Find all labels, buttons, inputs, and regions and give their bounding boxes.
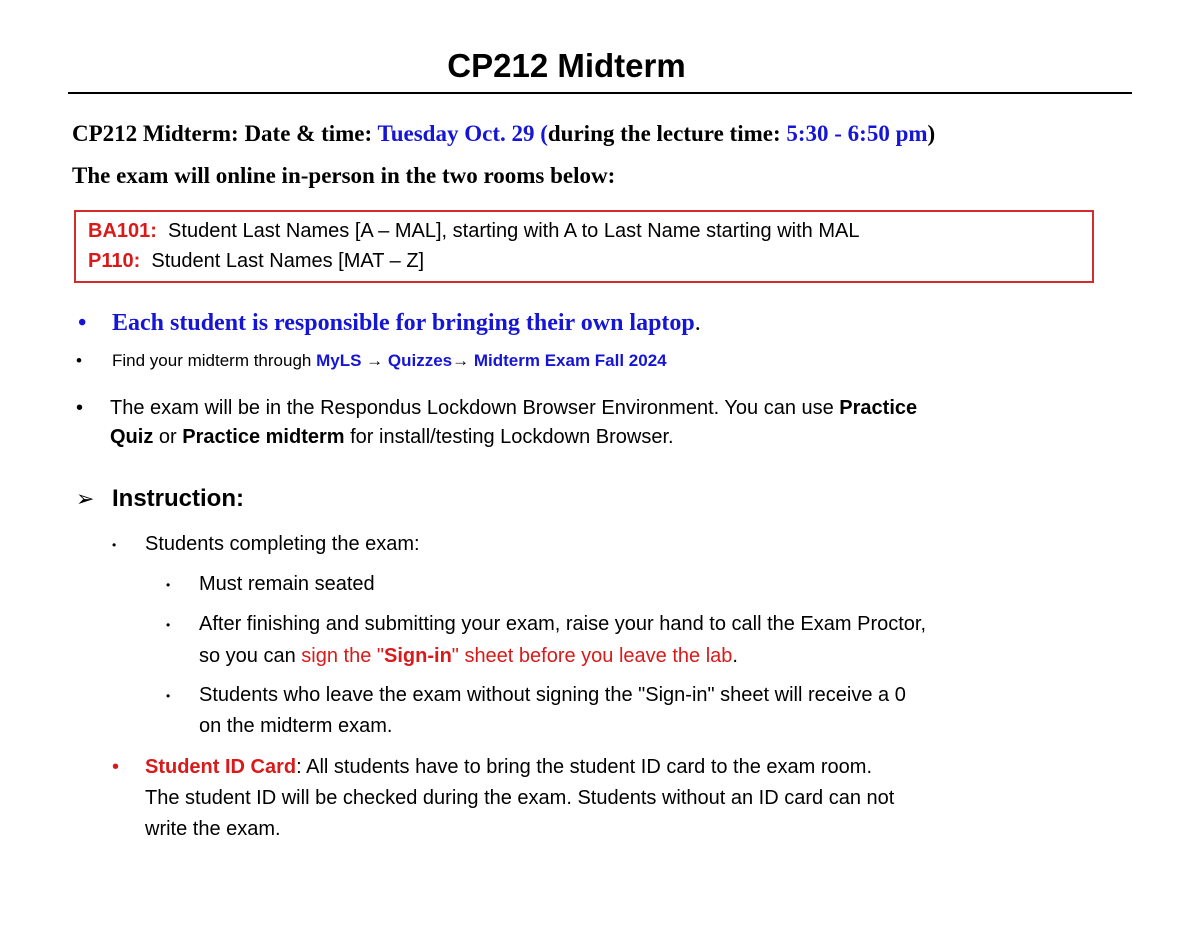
id-card-line3: write the exam. bbox=[145, 818, 281, 840]
laptop-note bbox=[112, 309, 701, 337]
sign-in-label: Sign-in bbox=[384, 645, 452, 667]
id-card-line1: Student ID Card: All students have to bring the student ID card to the exam room. bbox=[145, 756, 872, 778]
practice-midterm-label: Practice midterm bbox=[182, 426, 345, 448]
bullet: • bbox=[112, 756, 120, 778]
room-code: P110: bbox=[88, 250, 141, 272]
practice-label: Practice bbox=[839, 397, 918, 419]
id-card-line2: The student ID will be checked during the exam. Students without an ID card can not bbox=[145, 787, 895, 809]
after-finishing-line1: After finishing and submitting your exam, raise your hand to call the Exam Proctor, bbox=[199, 613, 927, 635]
room-desc: Student Last Names [MAT – Z] bbox=[151, 250, 425, 272]
title-divider bbox=[68, 92, 1132, 94]
myls-link[interactable]: MyLS bbox=[316, 351, 362, 370]
room-p110 bbox=[88, 246, 424, 276]
find-prefix: Find your midterm through bbox=[112, 351, 317, 370]
rooms-intro: The exam will online in-person in the two rooms below: bbox=[72, 163, 616, 188]
bullet: • bbox=[166, 689, 171, 703]
midterm-exam-link[interactable]: Midterm Exam Fall 2024 bbox=[473, 351, 667, 370]
rooms-box bbox=[74, 210, 1094, 283]
room-ba101 bbox=[88, 216, 859, 246]
close-paren: ) bbox=[927, 121, 936, 146]
bullet: • bbox=[166, 618, 171, 632]
room-code: BA101: bbox=[88, 220, 157, 242]
leave-warning-line2: on the midterm exam. bbox=[199, 715, 393, 737]
page-title: CP212 Midterm bbox=[447, 47, 686, 84]
bullet: • bbox=[76, 351, 82, 370]
arrow-marker-icon: ➢ bbox=[76, 486, 95, 511]
room-desc: Student Last Names [A – MAL], starting with A to Last Name starting with MAL bbox=[168, 220, 860, 242]
bullet: • bbox=[166, 578, 171, 592]
find-midterm-line bbox=[112, 349, 667, 373]
arrow-icon: → bbox=[452, 351, 474, 370]
bullet: • bbox=[76, 397, 84, 419]
respondus-line2: Quiz or Practice midterm for install/testing Lockdown Browser. bbox=[110, 426, 674, 448]
after-finishing-line2: so you can sign the "Sign-in" sheet before you leave the lab. bbox=[199, 645, 738, 667]
lecture-prefix: during the lecture time: bbox=[547, 121, 787, 146]
respondus-line1: The exam will be in the Respondus Lockdown Browser Environment. You can use Practice bbox=[110, 397, 918, 419]
datetime-prefix: CP212 Midterm: Date & time: bbox=[72, 121, 378, 146]
exam-date: Tuesday Oct. 29 ( bbox=[377, 121, 548, 146]
laptop-period: . bbox=[694, 310, 701, 336]
exam-datetime-line bbox=[72, 120, 935, 148]
quizzes-link[interactable]: Quizzes bbox=[387, 351, 453, 370]
instruction-heading: Instruction: bbox=[112, 485, 244, 512]
id-card-label: Student ID Card bbox=[145, 756, 297, 778]
exam-time: 5:30 - 6:50 pm bbox=[786, 121, 928, 146]
leave-warning-line1: Students who leave the exam without signing the "Sign-in" sheet will receive a 0 bbox=[199, 684, 906, 706]
bullet: • bbox=[78, 310, 87, 336]
must-remain-seated: Must remain seated bbox=[199, 573, 375, 595]
quiz-label: Quiz bbox=[110, 426, 154, 448]
arrow-icon: → bbox=[361, 351, 388, 370]
bullet: • bbox=[112, 538, 117, 552]
laptop-text: Each student is responsible for bringing their own laptop bbox=[112, 310, 695, 336]
students-completing: Students completing the exam: bbox=[145, 533, 420, 555]
